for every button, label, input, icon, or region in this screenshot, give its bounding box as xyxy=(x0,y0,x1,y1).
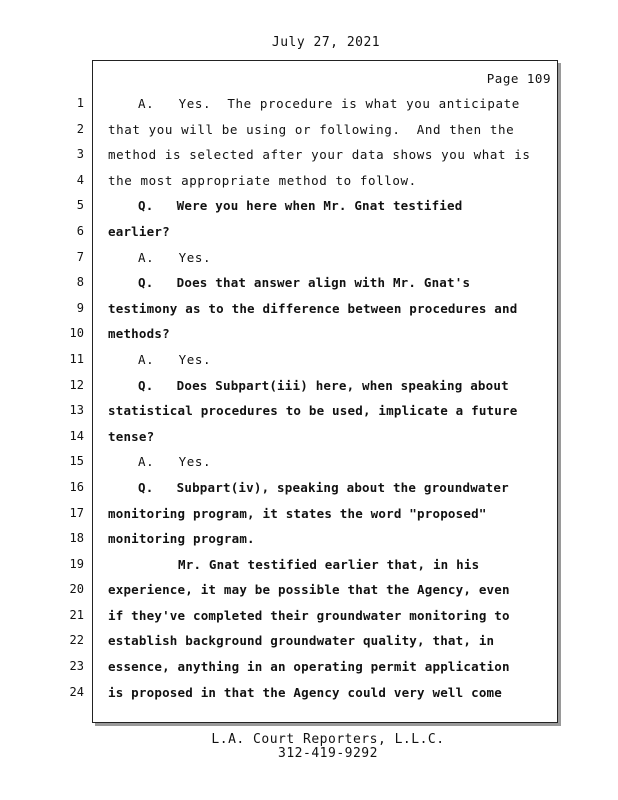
line-number: 17 xyxy=(69,505,84,520)
line-number: 9 xyxy=(76,300,84,315)
line-number: 12 xyxy=(69,377,84,392)
line-number: 13 xyxy=(69,403,84,418)
transcript-line: method is selected after your data shows you what is xyxy=(108,147,531,163)
transcript-line: that you will be using or following. And then the xyxy=(108,121,515,137)
line-number: 24 xyxy=(69,684,84,699)
question-line: Q. Subpart(iv), speaking about the groundwater xyxy=(138,479,509,495)
transcript-lines xyxy=(108,91,548,705)
question-line: Q. Were you here when Mr. Gnat testified xyxy=(138,198,463,214)
line-number: 8 xyxy=(76,275,84,290)
question-line: earlier? xyxy=(108,223,170,239)
line-number: 2 xyxy=(76,121,84,136)
line-number: 18 xyxy=(69,531,84,546)
answer-line: A. Yes. xyxy=(138,249,212,265)
line-number: 7 xyxy=(76,249,84,264)
question-line: establish background groundwater quality, that, in xyxy=(108,633,495,649)
line-number-column xyxy=(60,91,84,705)
question-line: experience, it may be possible that the Agency, even xyxy=(108,582,510,598)
question-line: Q. Does Subpart(iii) here, when speaking about xyxy=(138,377,509,393)
question-line: monitoring program, it states the word "proposed" xyxy=(108,505,487,521)
question-line: is proposed in that the Agency could very well come xyxy=(108,684,503,700)
line-number: 10 xyxy=(69,326,84,341)
line-number: 5 xyxy=(76,198,84,213)
question-line: if they've completed their groundwater monitoring to xyxy=(108,607,510,623)
question-line: statistical procedures to be used, implicate a future xyxy=(108,403,518,419)
footer-company: L.A. Court Reporters, L.L.C. xyxy=(211,732,445,747)
answer-line: A. Yes. xyxy=(138,351,212,367)
answer-line: A. Yes. xyxy=(138,454,212,470)
line-number: 19 xyxy=(69,556,84,571)
question-line: Q. Does that answer align with Mr. Gnat's xyxy=(138,275,471,291)
question-line: methods? xyxy=(108,326,170,342)
line-number: 20 xyxy=(69,582,84,597)
footer xyxy=(0,733,618,761)
line-number: 4 xyxy=(76,172,84,187)
footer-phone: 312-419-9292 xyxy=(278,746,378,761)
header-date: July 27, 2021 xyxy=(271,35,381,50)
line-number: 6 xyxy=(76,223,84,238)
line-number: 14 xyxy=(69,428,84,443)
question-line: monitoring program. xyxy=(108,531,255,547)
page-number: Page 109 xyxy=(486,71,551,86)
line-number: 3 xyxy=(76,147,84,162)
line-number: 15 xyxy=(69,454,84,469)
answer-line: A. Yes. The procedure is what you anticipate xyxy=(138,96,520,111)
question-line: Mr. Gnat testified earlier that, in his xyxy=(178,556,480,572)
transcript-line: the most appropriate method to follow. xyxy=(108,172,417,188)
line-number: 11 xyxy=(69,351,84,366)
question-line: tense? xyxy=(108,428,155,444)
question-line: testimony as to the difference between procedures and xyxy=(108,300,518,316)
line-number: 23 xyxy=(69,659,84,674)
line-number: 16 xyxy=(69,479,84,494)
line-number: 1 xyxy=(76,96,84,110)
line-number: 22 xyxy=(69,633,84,648)
question-line: essence, anything in an operating permit application xyxy=(108,659,510,675)
line-number: 21 xyxy=(69,607,84,622)
